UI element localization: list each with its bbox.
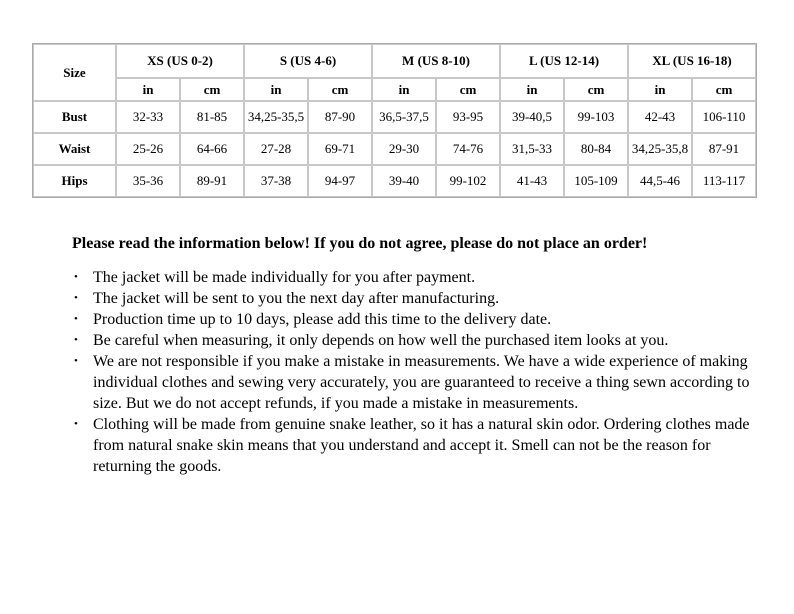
unit-cm: cm — [308, 78, 372, 101]
unit-cm: cm — [436, 78, 500, 101]
bullet-icon: • — [74, 313, 78, 325]
table-cell: 39-40,5 — [500, 101, 564, 133]
table-row-waist — [33, 133, 756, 165]
unit-in: in — [500, 78, 564, 101]
table-cell: 37-38 — [244, 165, 308, 197]
unit-cm: cm — [692, 78, 756, 101]
unit-in: in — [244, 78, 308, 101]
size-group-l: L (US 12-14) — [500, 44, 628, 78]
table-cell: 94-97 — [308, 165, 372, 197]
list-item-text: We are not responsible if you make a mistake in measurements. We have a wide experience of making individual clothes and sewing very accurately, you are guaranteed to receive a thing sewn according to size. But we do not accept refunds, if you made a mistake in measurements. — [93, 353, 750, 412]
bullet-icon: • — [74, 271, 78, 283]
info-list — [72, 267, 752, 477]
table-cell: 89-91 — [180, 165, 244, 197]
table-row-bust — [33, 101, 756, 133]
list-item — [72, 267, 752, 288]
table-cell: 80-84 — [564, 133, 628, 165]
table-cell: 44,5-46 — [628, 165, 692, 197]
table-cell: 106-110 — [692, 101, 756, 133]
size-group-xs: XS (US 0-2) — [116, 44, 244, 78]
table-cell: 41-43 — [500, 165, 564, 197]
table-cell: 113-117 — [692, 165, 756, 197]
unit-in: in — [116, 78, 180, 101]
size-group-m: M (US 8-10) — [372, 44, 500, 78]
table-cell: 39-40 — [372, 165, 436, 197]
table-cell: 34,25-35,5 — [244, 101, 308, 133]
table-cell: 87-91 — [692, 133, 756, 165]
unit-in: in — [372, 78, 436, 101]
bullet-icon: • — [74, 292, 78, 304]
size-chart-table — [32, 43, 757, 198]
list-item-text: Be careful when measuring, it only depends on how well the purchased item looks at you. — [93, 332, 669, 349]
size-column-header: Size — [33, 44, 116, 101]
unit-in: in — [628, 78, 692, 101]
table-cell: 34,25-35,8 — [628, 133, 692, 165]
table-cell: 99-102 — [436, 165, 500, 197]
table-cell: 32-33 — [116, 101, 180, 133]
unit-header-row — [33, 78, 756, 101]
unit-cm: cm — [564, 78, 628, 101]
table-cell: 87-90 — [308, 101, 372, 133]
table-cell: 36,5-37,5 — [372, 101, 436, 133]
row-label-hips: Hips — [33, 165, 116, 197]
list-item — [72, 288, 752, 309]
table-cell: 35-36 — [116, 165, 180, 197]
list-item-text: Clothing will be made from genuine snake leather, so it has a natural skin odor. Ordering clothes made from natural snake skin means that you understand and accept it. Smell can not be the reason for returning the goods. — [93, 416, 750, 475]
table-cell: 99-103 — [564, 101, 628, 133]
table-cell: 69-71 — [308, 133, 372, 165]
table-cell: 25-26 — [116, 133, 180, 165]
table-cell: 27-28 — [244, 133, 308, 165]
table-cell: 105-109 — [564, 165, 628, 197]
list-item-text: The jacket will be sent to you the next day after manufacturing. — [93, 290, 500, 307]
list-item — [72, 330, 752, 351]
list-item — [72, 351, 752, 414]
table-cell: 93-95 — [436, 101, 500, 133]
table-cell: 64-66 — [180, 133, 244, 165]
table-row-hips — [33, 165, 756, 197]
list-item — [72, 414, 752, 477]
table-cell: 74-76 — [436, 133, 500, 165]
size-group-xl: XL (US 16-18) — [628, 44, 756, 78]
bullet-icon: • — [74, 418, 78, 430]
list-item — [72, 309, 752, 330]
list-item-text: Production time up to 10 days, please add this time to the delivery date. — [93, 311, 552, 328]
row-label-waist: Waist — [33, 133, 116, 165]
unit-cm: cm — [180, 78, 244, 101]
size-header-row — [33, 44, 756, 78]
table-cell: 31,5-33 — [500, 133, 564, 165]
table-cell: 42-43 — [628, 101, 692, 133]
size-group-s: S (US 4-6) — [244, 44, 372, 78]
row-label-bust: Bust — [33, 101, 116, 133]
list-item-text: The jacket will be made individually for you after payment. — [93, 269, 476, 286]
bullet-icon: • — [74, 334, 78, 346]
order-warning-heading: Please read the information below! If you do not agree, please do not place an order! — [72, 235, 648, 252]
table-cell: 81-85 — [180, 101, 244, 133]
table-cell: 29-30 — [372, 133, 436, 165]
bullet-icon: • — [74, 355, 78, 367]
